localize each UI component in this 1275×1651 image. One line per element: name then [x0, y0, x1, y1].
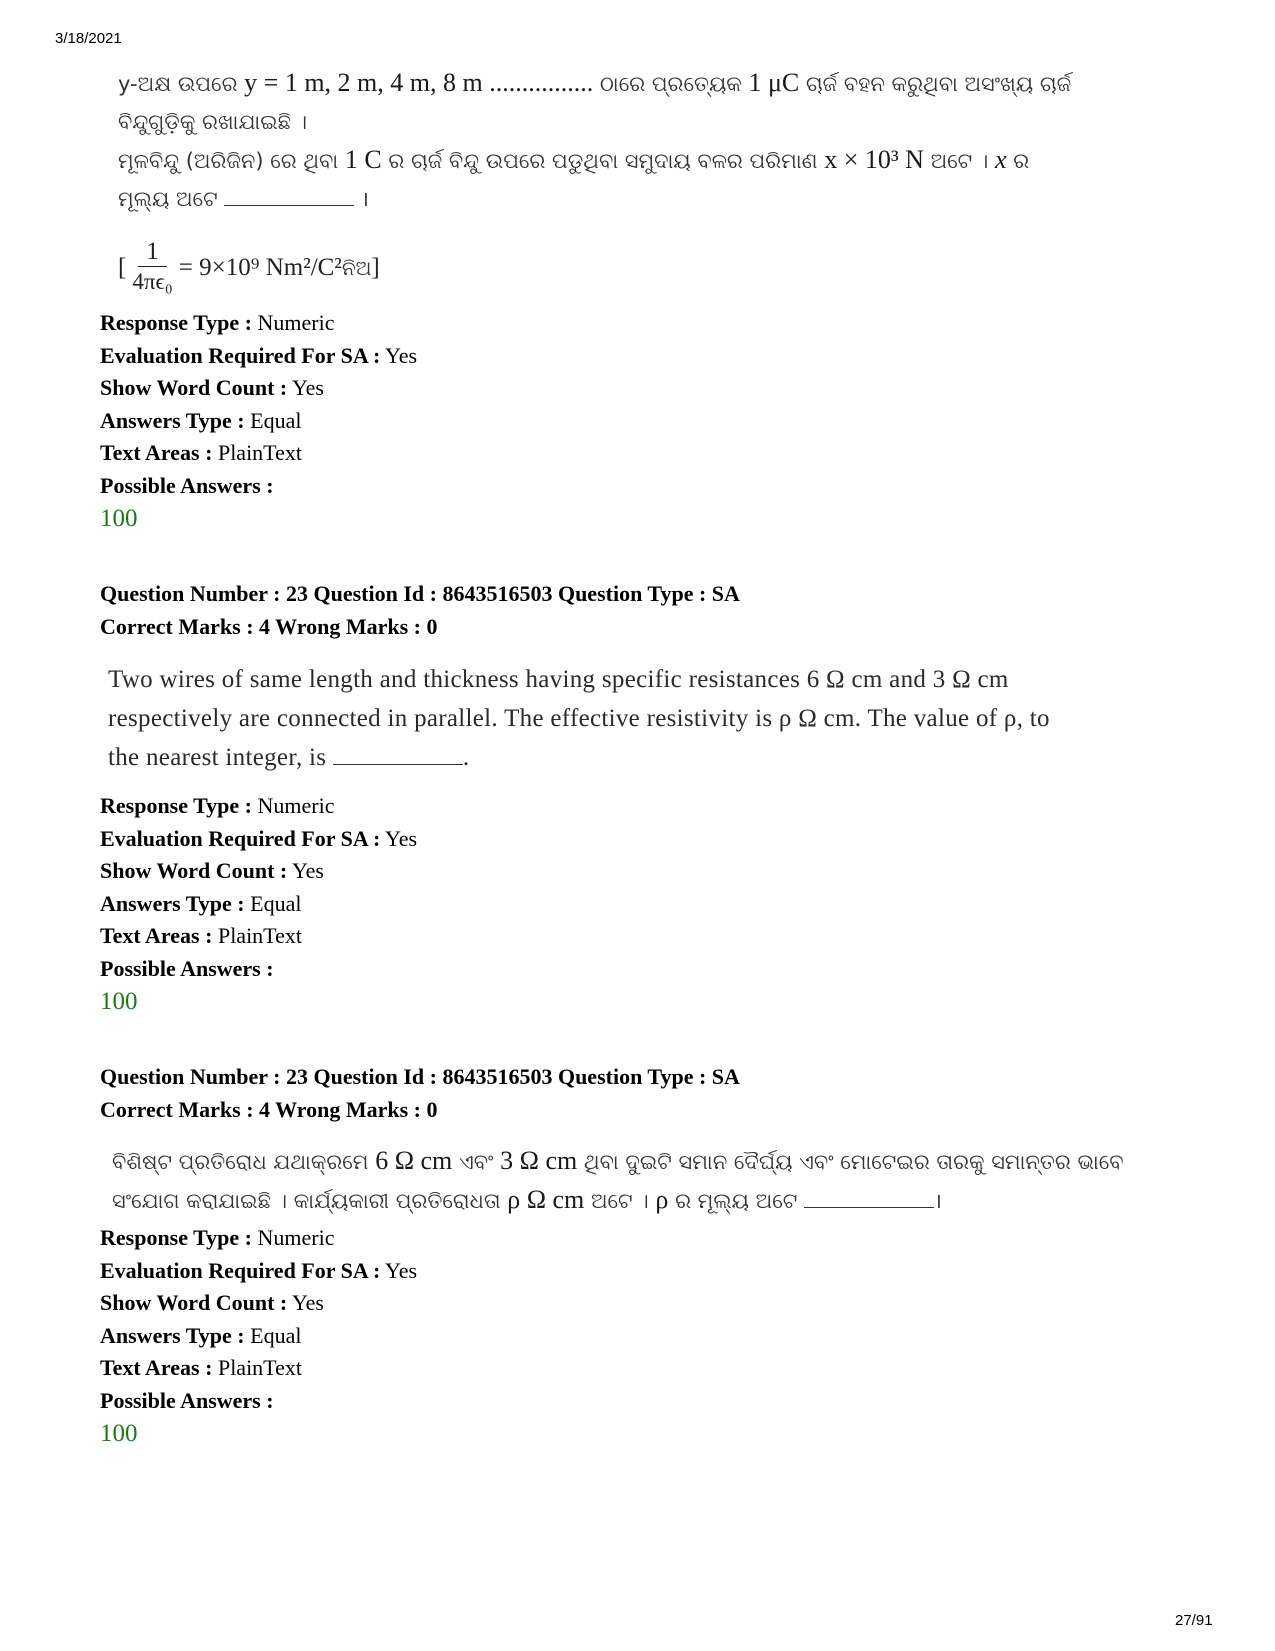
meta-value: Equal — [250, 407, 302, 433]
math-segment: x — [995, 145, 1007, 174]
question-header-2 — [100, 578, 740, 643]
question-line: ବିନ୍ଦୁଗୁଡ଼ିକୁ ରଖାଯାଇଛି । — [118, 110, 308, 134]
meta-label: Show Word Count : — [100, 375, 288, 401]
math-segment: 1 C — [344, 145, 382, 174]
text-segment: ଠାରେ ପ୍ରତ୍ୟେକ — [593, 72, 749, 96]
constant-formula — [118, 238, 380, 297]
meta-label: Answers Type : — [100, 1322, 245, 1348]
meta-row — [100, 1320, 417, 1353]
meta-value: Yes — [385, 1257, 418, 1283]
possible-answer: 100 — [100, 504, 138, 532]
math-segment: 1 μC — [748, 68, 800, 97]
answer-blank — [804, 1189, 934, 1208]
text-segment: ର ଚାର୍ଜ ବିନ୍ଦୁ ଉପରେ ପଡୁଥିବା ସମୁଦାୟ ବଳର ପରିମାଣ — [381, 149, 825, 173]
meta-row — [100, 953, 417, 986]
meta-value: Yes — [385, 825, 418, 851]
math-segment: y = 1 m, 2 m, 4 m, 8 m ................ — [244, 68, 594, 97]
text-segment: ସଂଯୋଗ କରାଯାଇଛି । କାର୍ଯ୍ୟକାରୀ ପ୍ରତିରୋଧତା — [112, 1189, 508, 1213]
page-number: 27/91 — [1175, 1612, 1213, 1629]
meta-label: Response Type : — [100, 1225, 252, 1250]
meta-label: Answers Type : — [100, 407, 245, 433]
meta-label: Show Word Count : — [100, 858, 288, 884]
meta-label: Evaluation Required For SA : — [100, 825, 381, 851]
text-segment: ର — [1006, 149, 1030, 173]
question-line — [112, 1181, 1192, 1220]
answer-blank — [333, 746, 463, 765]
meta-value: PlainText — [217, 923, 302, 949]
question-text-english — [108, 660, 1188, 777]
question-id-line: Question Number : 23 Question Id : 8643516503 Question Type : SA — [100, 1064, 740, 1089]
meta-label: Answers Type : — [100, 890, 245, 916]
text-segment: । — [354, 187, 369, 211]
meta-label: Response Type : — [100, 310, 252, 335]
text-segment: . — [462, 744, 470, 771]
meta-row — [100, 1255, 417, 1288]
text-segment: । — [933, 1189, 942, 1213]
text-segment: ମୂଳବିନ୍ଦୁ (ଅରିଜିନ) ରେ ଥିବା — [118, 149, 345, 173]
meta-label: Possible Answers : — [100, 472, 274, 498]
meta-row — [100, 372, 417, 405]
meta-row — [100, 340, 417, 373]
fraction — [132, 238, 172, 297]
meta-row — [100, 1287, 417, 1320]
text-segment: ଥିବା ଦୁଇଟି ସମାନ ଦୈର୍ଘ୍ୟ ଏବଂ ମୋଟେଇର ତାରକୁ ସମାନ୍ତର ଭାବେ — [577, 1150, 1124, 1174]
text-segment: ଏବଂ — [452, 1150, 501, 1174]
meta-row — [100, 1352, 417, 1385]
meta-row — [100, 790, 417, 823]
question-id-line: Question Number : 23 Question Id : 8643516503 Question Type : SA — [100, 581, 740, 606]
meta-label: Evaluation Required For SA : — [100, 342, 381, 368]
meta-label: Possible Answers : — [100, 1387, 274, 1413]
meta-value: Yes — [291, 858, 324, 884]
meta-label: Response Type : — [100, 793, 252, 818]
question-meta-1 — [100, 307, 417, 535]
question-line — [118, 180, 1198, 218]
math-segment: 3 Ω cm — [500, 1146, 578, 1175]
meta-label: Show Word Count : — [100, 1290, 288, 1316]
meta-row — [100, 1385, 417, 1418]
meta-row — [100, 888, 417, 921]
meta-row — [100, 437, 417, 470]
possible-answer: 100 — [100, 1419, 138, 1447]
text-segment: y-ଅକ୍ଷ ଉପରେ — [118, 72, 245, 96]
meta-row — [100, 470, 417, 503]
math-segment: 6 Ω cm — [375, 1146, 453, 1175]
question-header-3 — [100, 1061, 740, 1126]
meta-value: Yes — [385, 342, 418, 368]
text-segment: ଚାର୍ଜ ବହନ କରୁଥିବା ଅସଂଖ୍ୟ ଚାର୍ଜ — [799, 72, 1072, 96]
question-text-odia-1 — [118, 64, 1198, 218]
question-line — [112, 1142, 1192, 1181]
math-segment: ρ Ω cm — [507, 1185, 585, 1214]
meta-value: Numeric — [257, 793, 335, 818]
text-segment: ବିଶିଷ୍ଟ ପ୍ରତିରୋଧ ଯଥାକ୍ରମେ — [112, 1150, 376, 1174]
bracket: ] — [371, 253, 380, 281]
question-line — [118, 64, 1198, 103]
page-date: 3/18/2021 — [55, 30, 122, 47]
meta-value: PlainText — [217, 440, 302, 466]
possible-answer: 100 — [100, 987, 138, 1015]
meta-row — [100, 405, 417, 438]
answer-blank — [224, 187, 354, 206]
question-text-odia-3 — [112, 1142, 1192, 1220]
formula-value: = 9×10⁹ Nm²/C² — [178, 253, 342, 281]
question-line: respectively are connected in parallel. The effective resistivity is ρ Ω cm. The value of ρ, to — [108, 705, 1050, 732]
meta-row — [100, 823, 417, 856]
math-segment: x × 10³ N — [824, 145, 924, 174]
meta-value: Yes — [291, 1290, 324, 1316]
question-meta-2 — [100, 790, 417, 1018]
meta-label: Possible Answers : — [100, 955, 274, 981]
meta-row — [100, 920, 417, 953]
meta-label: Text Areas : — [100, 440, 213, 466]
question-line — [118, 141, 1198, 180]
text-segment: ଅଟେ । — [923, 149, 996, 173]
text-segment: the nearest integer, is — [108, 744, 333, 771]
question-meta-3 — [100, 1222, 417, 1450]
meta-label: Evaluation Required For SA : — [100, 1257, 381, 1283]
meta-row — [100, 307, 417, 340]
fraction-denominator: 4πϵ₀ — [132, 269, 173, 294]
meta-value: Yes — [291, 375, 324, 401]
text-segment: ର ମୂଲ୍ୟ ଅଟେ — [668, 1189, 804, 1213]
math-segment: ρ — [655, 1185, 669, 1214]
meta-label: Text Areas : — [100, 923, 213, 949]
fraction-numerator: 1 — [138, 238, 167, 267]
meta-row — [100, 1222, 417, 1255]
meta-row — [100, 855, 417, 888]
meta-value: Numeric — [257, 1225, 335, 1250]
meta-value: Equal — [250, 1322, 302, 1348]
meta-value: Equal — [250, 890, 302, 916]
question-line: Two wires of same length and thickness having specific resistances 6 Ω cm and 3 Ω cm — [108, 666, 1009, 693]
text-segment: ଅଟେ । — [584, 1189, 656, 1213]
marks-line: Correct Marks : 4 Wrong Marks : 0 — [100, 613, 438, 639]
question-line — [108, 738, 1188, 777]
meta-value: Numeric — [257, 310, 335, 335]
marks-line: Correct Marks : 4 Wrong Marks : 0 — [100, 1096, 438, 1122]
formula-note: ନିଅ — [341, 255, 372, 280]
meta-label: Text Areas : — [100, 1355, 213, 1381]
meta-value: PlainText — [217, 1355, 302, 1381]
bracket: [ — [118, 253, 127, 281]
text-segment: ମୂଲ୍ୟ ଅଟେ — [118, 187, 218, 211]
